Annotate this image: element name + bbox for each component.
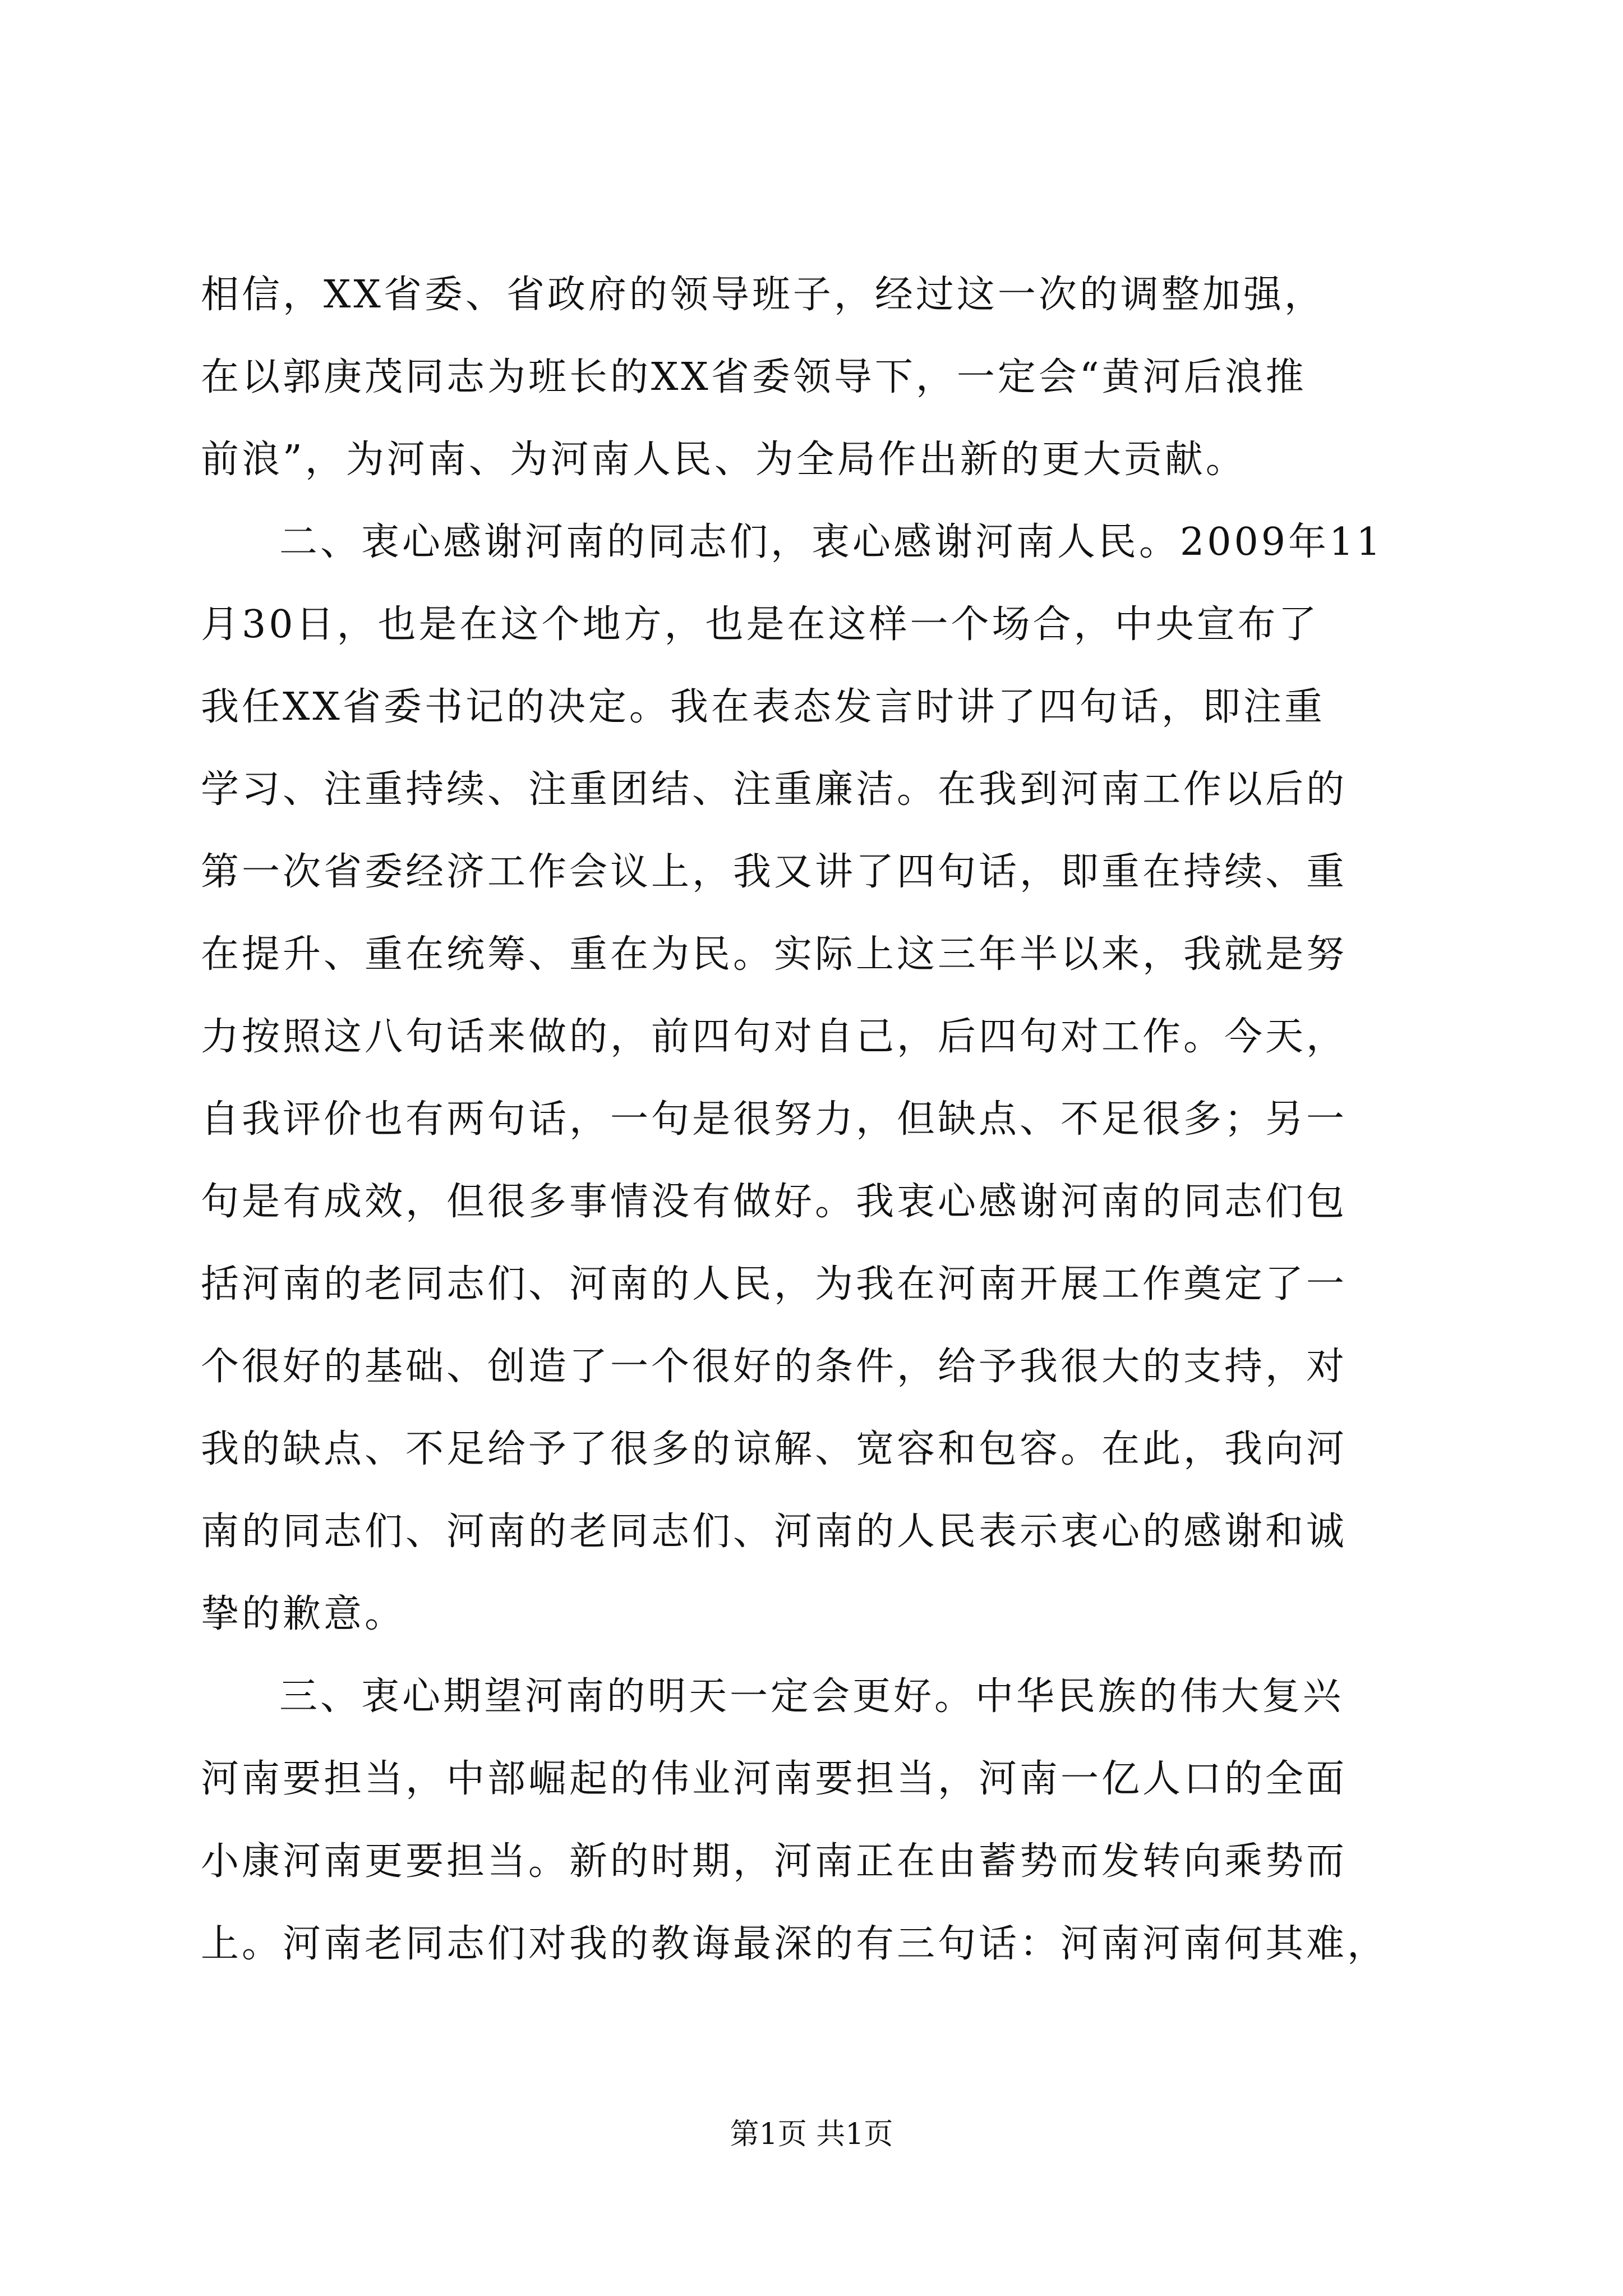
text-line: 自我评价也有两句话，一句是很努力，但缺点、不足很多；另一: [201, 1097, 1348, 1142]
text-line: 力按照这八句话来做的，前四句对自己，后四句对工作。今天，: [201, 1015, 1348, 1059]
text-line: 学习、注重持续、注重团结、注重廉洁。在我到河南工作以后的: [201, 767, 1348, 812]
text-line: 上。河南老同志们对我的教诲最深的有三句话：河南河南何其难，: [201, 1922, 1389, 1966]
paragraph-start-line: 二、衷心感谢河南的同志们，衷心感谢河南人民。2009年11: [279, 520, 1384, 564]
text-line: 我的缺点、不足给予了很多的谅解、宽容和包容。在此，我向河: [201, 1427, 1348, 1471]
body-text: [201, 254, 1468, 1985]
paragraph-start-line: 三、衷心期望河南的明天一定会更好。中华民族的伟大复兴: [279, 1674, 1344, 1719]
text-line: 在以郭庚茂同志为班长的XX省委领导下，一定会“黄河后浪推: [201, 355, 1307, 399]
text-line: 相信，XX省委、省政府的领导班子，经过这一次的调整加强，: [201, 273, 1325, 317]
text-line: 月30日，也是在这个地方，也是在这样一个场合，中央宣布了: [201, 602, 1320, 647]
text-line: 小康河南更要担当。新的时期，河南正在由蓄势而发转向乘势而: [201, 1839, 1348, 1884]
text-line: 个很好的基础、创造了一个很好的条件，给予我很大的支持，对: [201, 1345, 1348, 1389]
text-line: 在提升、重在统筹、重在为民。实际上这三年半以来，我就是努: [201, 932, 1348, 977]
page-number-label: 第1页 共1页: [730, 2118, 893, 2151]
text-line: 括河南的老同志们、河南的人民，为我在河南开展工作奠定了一: [201, 1262, 1348, 1306]
text-line: 前浪”，为河南、为河南人民、为全局作出新的更大贡献。: [201, 438, 1247, 482]
text-line: 句是有成效，但很多事情没有做好。我衷心感谢河南的同志们包: [201, 1180, 1348, 1224]
text-line: 挚的歉意。: [201, 1592, 406, 1636]
text-line: 我任XX省委书记的决定。我在表态发言时讲了四句话，即注重: [201, 685, 1325, 729]
text-line: 南的同志们、河南的老同志们、河南的人民表示衷心的感谢和诚: [201, 1510, 1348, 1554]
text-line: 河南要担当，中部崛起的伟业河南要担当，河南一亿人口的全面: [201, 1757, 1348, 1801]
text-line: 第一次省委经济工作会议上，我又讲了四句话，即重在持续、重: [201, 850, 1348, 894]
page-footer: [0, 2110, 1623, 2152]
